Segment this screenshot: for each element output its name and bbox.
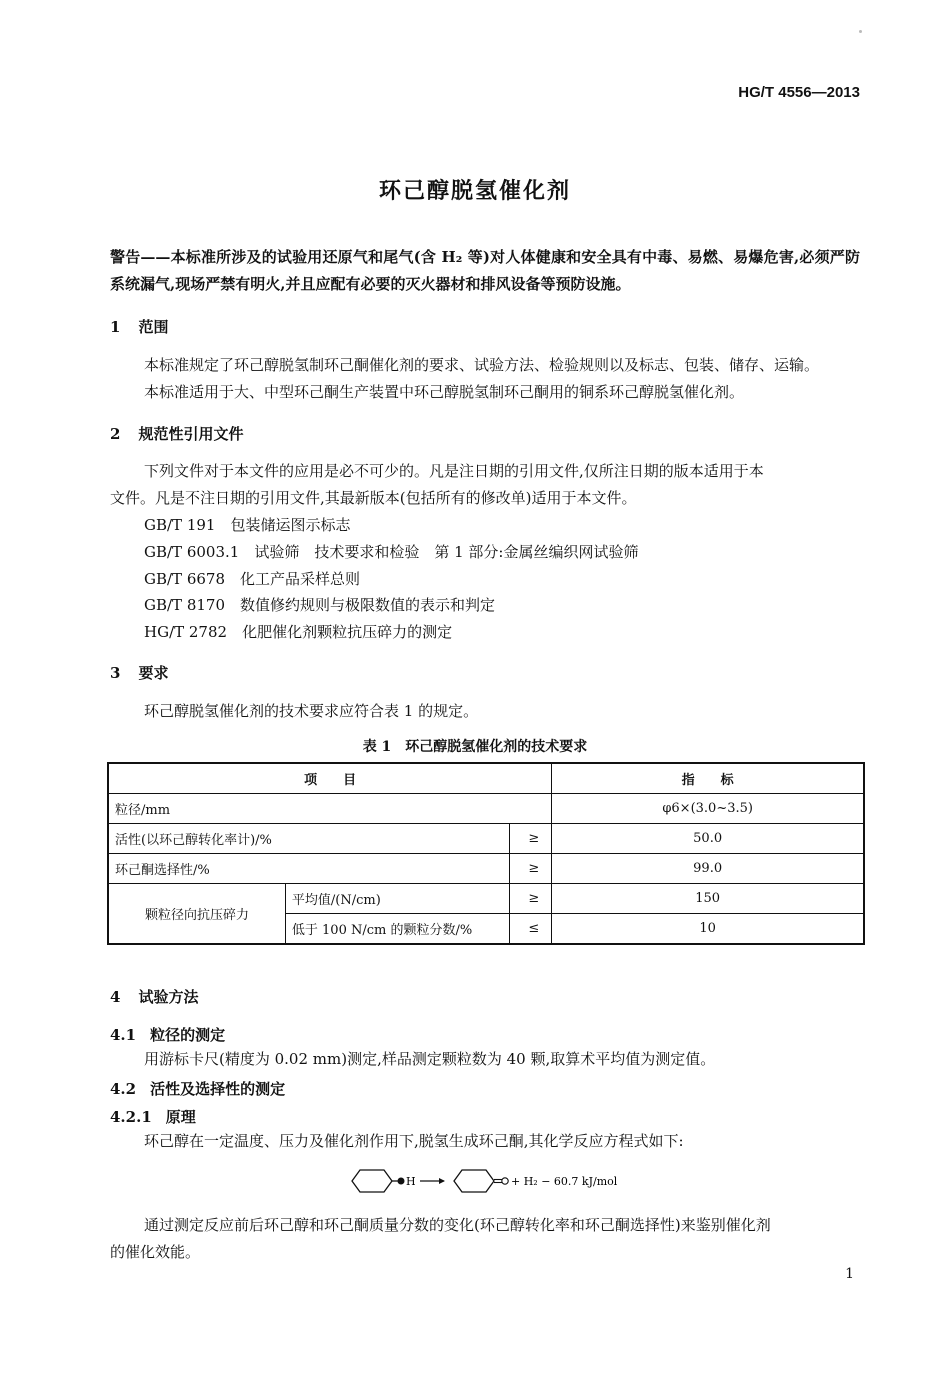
reference-code: HG/T 2782 <box>144 623 228 641</box>
document-title: 环己醇脱氢催化剂 <box>378 178 571 204</box>
header-value: 指 标 <box>552 763 864 794</box>
section-4-2-1-para-2-line-2: 的催化效能。 <box>110 1243 201 1261</box>
header-item: 项 目 <box>108 763 552 794</box>
table-header-row <box>108 763 864 794</box>
section-4-2-number: 4.2 <box>110 1080 137 1098</box>
table-row <box>108 794 864 824</box>
reference-name: 包装储运图示标志 <box>230 516 351 534</box>
row-group-label: 颗粒径向抗压碎力 <box>108 884 285 945</box>
warning-paragraph: 警告——本标准所涉及的试验用还原气和尾气(含 H₂ 等)对人体健康和安全具有中毒、易燃、易爆危害,必须严防系统漏气,现场严禁有明火,并且应配有必要的灭火器材和排风设备等预防设施。 <box>110 248 860 293</box>
cyclohexanol-ring-icon <box>352 1170 392 1192</box>
section-4-1-number: 4.1 <box>110 1026 137 1044</box>
page-number: 1 <box>845 1266 854 1282</box>
oxygen-dot-icon <box>398 1178 405 1185</box>
row-value: 150 <box>552 884 864 914</box>
section-4-1-heading <box>110 1024 225 1045</box>
section-2-para-line-1: 下列文件对于本文件的应用是必不可少的。凡是注日期的引用文件,仅所注日期的版本适用于本 <box>144 462 764 480</box>
cyclohexanone-ring-icon <box>454 1170 494 1192</box>
section-4-2-1-para-2-line-1: 通过测定反应前后环己醇和环己酮质量分数的变化(环己醇转化率和环己酮选择性)来鉴别催化剂 <box>144 1216 771 1234</box>
row-item: 环己酮选择性/% <box>108 854 510 884</box>
section-4-1-para: 用游标卡尺(精度为 0.02 mm)测定,样品测定颗粒数为 40 颗,取算术平均值为测定值。 <box>144 1050 716 1068</box>
table-row <box>108 854 864 884</box>
row-item: 低于 100 N/cm 的颗粒分数/% <box>285 914 509 945</box>
equation-figure <box>348 1166 648 1196</box>
reference-code: GB/T 8170 <box>144 596 226 614</box>
section-2-number: 2 <box>110 425 121 443</box>
reference-name: 数值修约规则与极限数值的表示和判定 <box>240 596 496 614</box>
section-4-title: 试验方法 <box>138 988 199 1006</box>
row-value: φ6×(3.0~3.5) <box>552 794 864 824</box>
row-value: 50.0 <box>552 824 864 854</box>
section-4-2-1-title: 原理 <box>165 1108 196 1126</box>
scan-speck <box>859 30 862 33</box>
row-value: 99.0 <box>552 854 864 884</box>
arrow-head-icon <box>439 1178 445 1184</box>
equation-rest: + H₂ − 60.7 kJ/mol <box>511 1175 618 1188</box>
reference-name: 化肥催化剂颗粒抗压碎力的测定 <box>242 623 453 641</box>
carbonyl-oxygen-icon <box>502 1178 508 1184</box>
row-value: 10 <box>552 914 864 945</box>
reference-code: GB/T 6003.1 <box>144 543 240 561</box>
reference-name: 试验筛 技术要求和检验 第 1 部分:金属丝编织网试验筛 <box>254 543 639 561</box>
row-symbol: ≤ <box>510 914 552 945</box>
section-4-2-1-heading <box>110 1106 196 1127</box>
row-item: 活性(以环己醇转化率计)/% <box>108 824 510 854</box>
section-4-2-title: 活性及选择性的测定 <box>150 1080 286 1098</box>
table-caption: 表 1 环己醇脱氢催化剂的技术要求 <box>362 739 588 755</box>
chemical-equation <box>348 1166 648 1200</box>
row-symbol: ≥ <box>510 884 552 914</box>
reference-item <box>144 619 452 646</box>
reference-item <box>144 566 360 593</box>
section-4-2-1-number: 4.2.1 <box>110 1108 152 1126</box>
section-3-number: 3 <box>110 664 121 682</box>
hydroxyl-label: H <box>406 1175 416 1188</box>
table-row <box>108 884 864 914</box>
section-2-title: 规范性引用文件 <box>138 425 244 443</box>
section-1-number: 1 <box>110 318 121 336</box>
table-row <box>108 824 864 854</box>
reference-code: GB/T 6678 <box>144 570 226 588</box>
section-4-number: 4 <box>110 988 121 1006</box>
section-1-para-2: 本标准适用于大、中型环己酮生产装置中环己醇脱氢制环己酮用的铜系环己醇脱氢催化剂。 <box>144 383 745 401</box>
section-2-heading <box>110 423 243 444</box>
section-4-2-1-para: 环己醇在一定温度、压力及催化剂作用下,脱氢生成环己酮,其化学反应方程式如下: <box>144 1132 684 1150</box>
section-3-heading <box>110 662 168 683</box>
section-4-2-heading <box>110 1078 285 1099</box>
requirements-table <box>107 762 865 945</box>
section-3-title: 要求 <box>138 664 169 682</box>
reference-code: GB/T 191 <box>144 516 216 534</box>
section-1-title: 范围 <box>138 318 169 336</box>
row-item: 粒径/mm <box>108 794 552 824</box>
reference-item <box>144 539 638 566</box>
section-1-para-1: 本标准规定了环己醇脱氢制环己酮催化剂的要求、试验方法、检验规则以及标志、包装、储存、运输。 <box>144 356 820 374</box>
standard-number: HG/T 4556—2013 <box>738 84 860 101</box>
section-1-heading <box>110 316 168 337</box>
reference-item <box>144 592 495 619</box>
row-symbol: ≥ <box>510 854 552 884</box>
row-item: 平均值/(N/cm) <box>285 884 509 914</box>
reference-name: 化工产品采样总则 <box>240 570 361 588</box>
reference-item <box>144 512 351 539</box>
section-4-1-title: 粒径的测定 <box>150 1026 226 1044</box>
section-4-heading <box>110 986 198 1007</box>
section-3-para: 环己醇脱氢催化剂的技术要求应符合表 1 的规定。 <box>144 702 479 720</box>
section-2-para-line-2: 文件。凡是不注日期的引用文件,其最新版本(包括所有的修改单)适用于本文件。 <box>110 489 637 507</box>
row-symbol: ≥ <box>510 824 552 854</box>
